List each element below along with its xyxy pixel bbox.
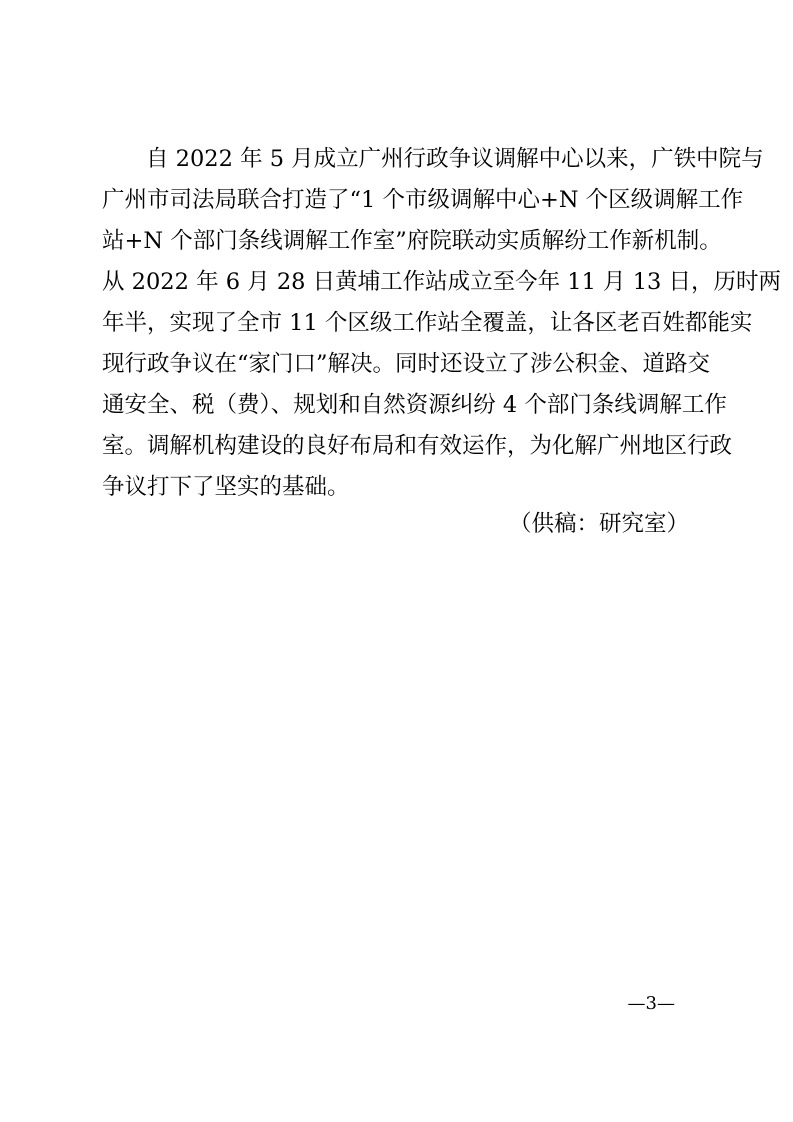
page-number: —3— — [627, 993, 675, 1014]
paragraph-line-5: 年半，实现了全市 11 个区级工作站全覆盖，让各区老百姓都能实 — [102, 310, 753, 336]
paragraph-line-8: 室。调解机构建设的良好布局和有效运作，为化解广州地区行政 — [102, 433, 733, 459]
paragraph-line-6: 现行政争议在“家门口”解决。同时还设立了涉公积金、道路交 — [102, 351, 711, 377]
paragraph-line-1: 自 2022 年 5 月成立广州行政争议调解中心以来，广铁中院与 — [146, 146, 764, 172]
paragraph-line-3: 站+N 个部门条线调解工作室”府院联动实质解纷工作新机制。 — [102, 228, 722, 254]
paragraph-line-4: 从 2022 年 6 月 28 日黄埔工作站成立至今年 11 月 13 日，历时两 — [102, 269, 781, 295]
paragraph-line-7: 通安全、税（费）、规划和自然资源纠纷 4 个部门条线调解工作 — [102, 392, 727, 418]
paragraph-line-2: 广州市司法局联合打造了“1 个市级调解中心+N 个区级调解工作 — [102, 187, 744, 213]
paragraph-line-9: 争议打下了坚实的基础。 — [102, 474, 350, 500]
source-note: （供稿：研究室） — [508, 511, 689, 537]
